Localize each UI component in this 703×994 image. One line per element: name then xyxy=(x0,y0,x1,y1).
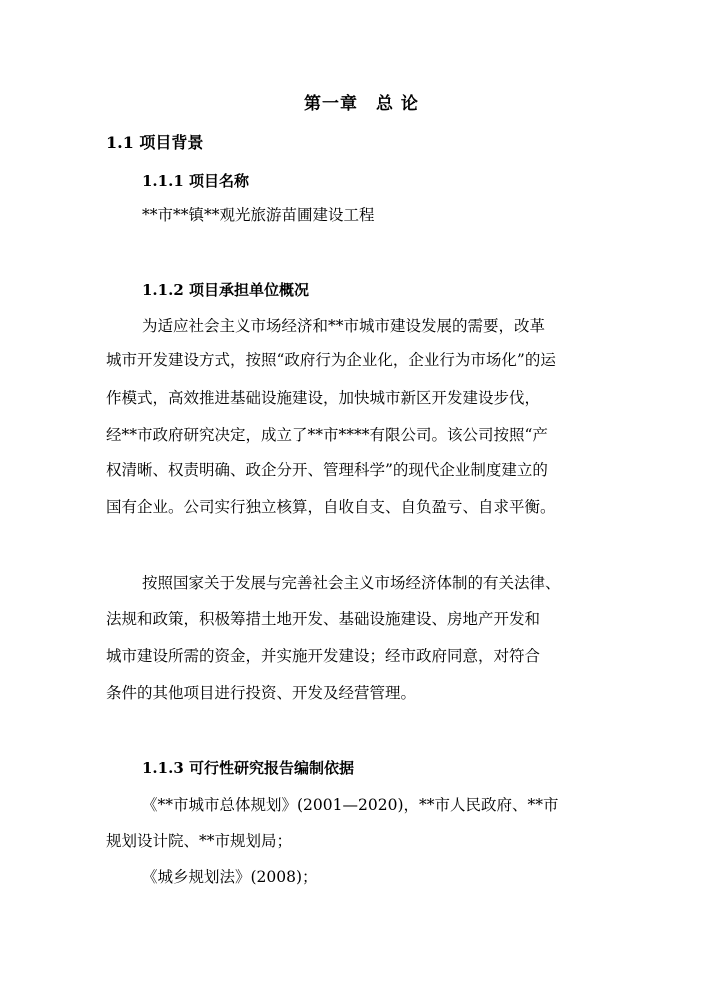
subsection-heading-1-1-2: 1.1.2 项目承担单位概况 xyxy=(142,281,309,299)
chapter-title: 第一章 总 论 xyxy=(304,94,419,114)
paragraph-line: 条件的其他项目进行投资、开发及经营管理。 xyxy=(106,684,417,702)
paragraph-line: 国有企业。公司实行独立核算，自收自支、自负盈亏、自求平衡。 xyxy=(106,498,556,516)
subsection-heading-1-1-1: 1.1.1 项目名称 xyxy=(142,172,249,190)
paragraph-line: 法规和政策，积极筹措土地开发、基础设施建设、房地产开发和 xyxy=(106,610,541,628)
paragraph-line: 按照国家关于发展与完善社会主义市场经济体制的有关法律、 xyxy=(142,574,561,592)
paragraph-line: 为适应社会主义市场经济和**市城市建设发展的需要，改革 xyxy=(142,317,546,335)
reference-line: 规划设计院、**市规划局； xyxy=(106,832,293,850)
reference-line: 《城乡规划法》(2008)； xyxy=(142,868,318,886)
reference-line: 《**市城市总体规划》(2001—2020)，**市人民政府、**市 xyxy=(142,796,559,814)
paragraph-line: 经**市政府研究决定，成立了**市****有限公司。该公司按照“产 xyxy=(106,426,548,444)
section-heading-1-1: 1.1 项目背景 xyxy=(106,133,204,152)
subsection-heading-1-1-3: 1.1.3 可行性研究报告编制依据 xyxy=(142,759,354,777)
paragraph-line: 作模式，高效推进基础设施建设，加快城市新区开发建设步伐， xyxy=(106,389,541,407)
project-name: **市**镇**观光旅游苗圃建设工程 xyxy=(142,206,375,224)
paragraph-line: 权清晰、权责明确、政企分开、管理科学”的现代企业制度建立的 xyxy=(106,461,548,479)
paragraph-line: 城市开发建设方式，按照“政府行为企业化，企业行为市场化”的运 xyxy=(106,351,556,369)
paragraph-line: 城市建设所需的资金，并实施开发建设；经市政府同意，对符合 xyxy=(106,647,541,665)
